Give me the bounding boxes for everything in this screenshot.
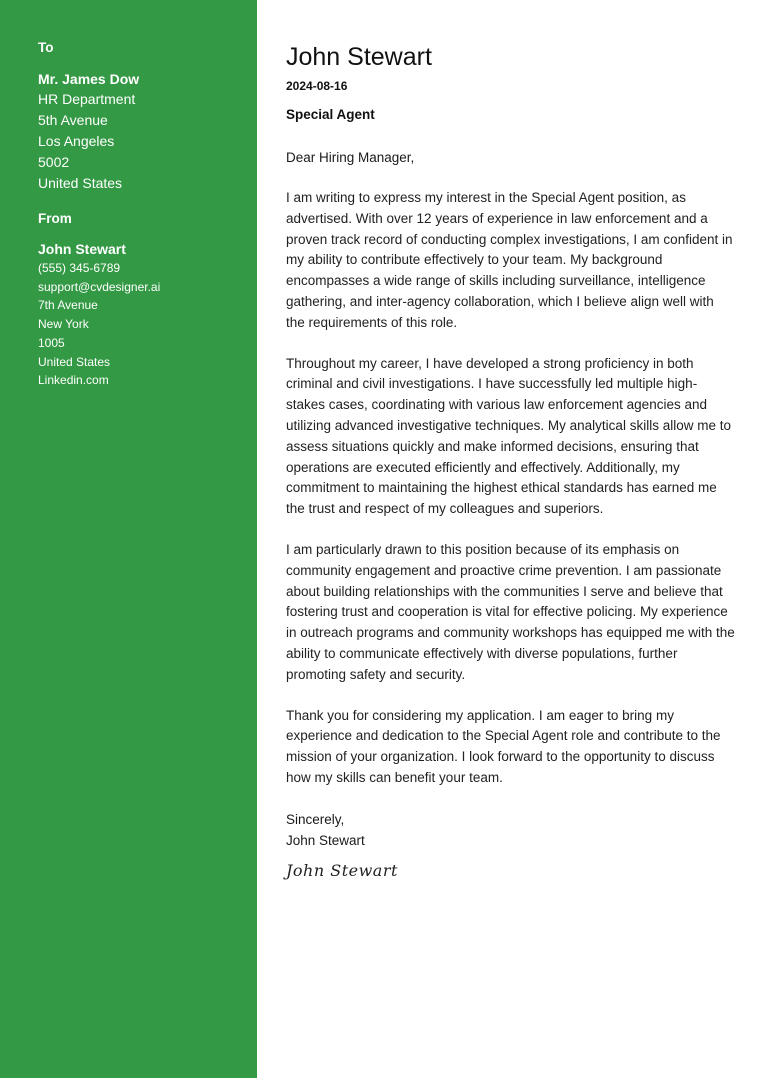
sender-name: John Stewart: [38, 241, 126, 257]
sender-zip: 1005: [38, 335, 65, 350]
recipient-zip: 5002: [38, 154, 70, 170]
handwritten-signature: John Stewart: [286, 860, 398, 880]
closing: Sincerely,: [286, 811, 345, 827]
paragraph: Thank you for considering my application. I am eager to bring my experience and dedication to the Special Agent role and contribute to the mission of your organization. I look forward to the opportunity to discuss how my skills can benefit your team.: [286, 707, 721, 785]
sender-linkedin[interactable]: Linkedin.com: [38, 373, 109, 388]
paragraph: I am writing to express my interest in the Special Agent position, as advertised. With over 12 years of experience in law enforcement and a proven track record of conducting complex investigations, I am confident in my ability to contribute effectively to your team. My background encompasses a wide range of skills including surveillance, intelligence gathering, and inter-agency collaboration, which I believe align well with the requirements of this role.: [286, 190, 733, 330]
sender-city: New York: [38, 317, 89, 332]
recipient-city: Los Angeles: [38, 133, 115, 149]
paragraph: Throughout my career, I have developed a strong proficiency in both criminal and civil investigations. I have successfully led multiple high-stakes cases, coordinating with various law enforcement agencies and utilizing advanced investigative techniques. My analytical skills allow me to assess situations quickly and make informed decisions, ensuring that operations are executed efficiently and effectively. Additionally, my commitment to maintaining the highest ethical standards has earned me the trust and respect of my colleagues and superiors.: [286, 355, 731, 517]
closing-name: John Stewart: [286, 832, 365, 848]
letter-sender-name: John Stewart: [286, 43, 432, 71]
sender-street: 7th Avenue: [38, 298, 98, 313]
sender-country: United States: [38, 354, 111, 369]
from-heading: From: [38, 211, 72, 226]
letter-date: 2024-08-16: [286, 79, 348, 93]
sender-phone: (555) 345-6789: [38, 261, 121, 275]
to-heading: To: [38, 40, 54, 55]
recipient-street: 5th Avenue: [38, 112, 108, 128]
salutation: Dear Hiring Manager,: [286, 150, 415, 165]
recipient-department: HR Department: [38, 91, 136, 107]
letter-body: [286, 40, 736, 880]
recipient-country: United States: [38, 175, 123, 191]
job-title: Special Agent: [286, 107, 375, 122]
paragraph: I am particularly drawn to this position because of its emphasis on community engagement and proactive crime prevention. I am passionate about building relationships with the communities I serve and believe that fostering trust and cooperation is vital for effective policing. My experience in outreach programs and community workshops has equipped me with the ability to communicate effectively with diverse populations, further promoting safety and security.: [286, 541, 735, 682]
sidebar: [0, 0, 257, 1078]
sender-email[interactable]: support@cvdesigner.ai: [38, 279, 161, 294]
recipient-name: Mr. James Dow: [38, 71, 140, 87]
